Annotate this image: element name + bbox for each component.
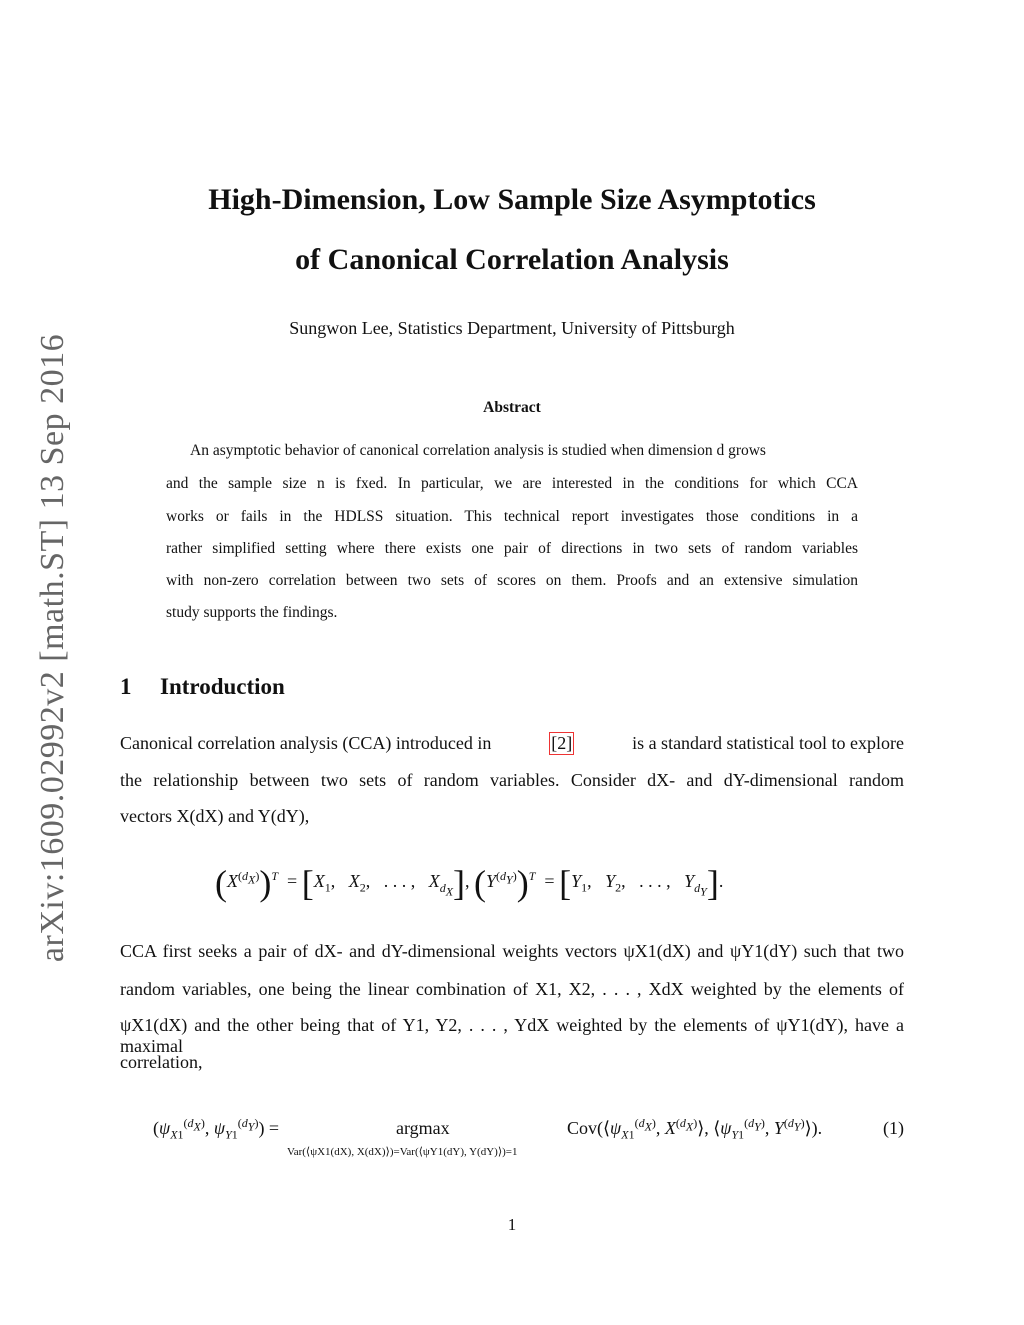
intro-line: CCA first seeks a pair of dX- and dY-dimensional weights vectors ψX1(dX) and ψY1(dY) such that two — [120, 941, 904, 961]
equation-lhs: ($\psi_{X1}^{(d_X)}$, $\psi_{Y1}^{(d_Y)}$) = — [153, 1116, 280, 1142]
intro-line: ψX1(dX) and the other being that of Y1, Y2, . . . , YdX weighted by the elements of ψY1(dY), have a maximal — [120, 1015, 904, 1056]
paper-title-line-1: High-Dimension, Low Sample Size Asymptotics — [208, 183, 816, 216]
paper-title-line-2: of Canonical Correlation Analysis — [295, 243, 729, 276]
intro-line: random variables, one being the linear combination of X1, X2, . . . , XdX weighted by the elements of — [120, 979, 904, 999]
section-heading — [120, 674, 285, 700]
matrix-equation: $(X^{(d_X)})^T = [X_1$, $X_2$, . . . , $X_{d_X}$], $(Y^{(d_Y)})^T = [Y_1$, $Y_2$, . . . , $Y_{d_Y}$]. — [215, 863, 724, 903]
section-title: Introduction — [160, 674, 285, 699]
intro-text: Canonical correlation analysis (CCA) introduced in — [120, 733, 492, 753]
abstract-line: works or fails in the HDLSS situation. This technical report investigates those conditions in a — [166, 508, 858, 525]
abstract-line: study supports the findings. — [166, 604, 338, 621]
abstract-line: rather simplified setting where there exists one pair of directions in two sets of random variables — [166, 540, 858, 557]
arxiv-stamp — [34, 333, 71, 963]
abstract-line: and the sample size n is fxed. In particular, we are interested in the conditions for which CCA — [166, 475, 858, 492]
intro-line: vectors X(dX) and Y(dY), — [120, 806, 310, 826]
section-number: 1 — [120, 674, 132, 699]
intro-line: correlation, — [120, 1052, 203, 1072]
intro-line — [120, 733, 904, 754]
equation-number: (1) — [883, 1118, 904, 1138]
author-affiliation: Sungwon Lee, Statistics Department, University of Pittsburgh — [289, 318, 735, 338]
argmax-constraint: Var(⟨ψX1(dX), X(dX)⟩)=Var(⟨ψY1(dY), Y(dY)⟩)=1 — [287, 1146, 518, 1158]
citation-link[interactable]: [2] — [551, 733, 573, 753]
argmax-label: argmax — [396, 1118, 450, 1138]
arxiv-stamp-text: arXiv:1609.02992v2 [math.ST] 13 Sep 2016 — [34, 333, 71, 963]
intro-text: is a standard statistical tool to explore — [632, 733, 904, 753]
abstract-line: An asymptotic behavior of canonical correlation analysis is studied when dimension d grows — [190, 442, 766, 459]
abstract-line: with non-zero correlation between two sets of scores on them. Proofs and an extensive simulation — [166, 572, 858, 589]
abstract-heading: Abstract — [483, 399, 541, 416]
equation-rhs: $Cov(⟨\psi_{X1}^{(d_X)}$, $X^{(d_X)}⟩$, $⟨\psi_{Y1}^{(d_Y)}$, $Y^{(d_Y)}⟩$). — [567, 1116, 823, 1142]
page-number: 1 — [507, 1215, 517, 1234]
intro-line: the relationship between two sets of random variables. Consider dX- and dY-dimensional random — [120, 770, 904, 790]
